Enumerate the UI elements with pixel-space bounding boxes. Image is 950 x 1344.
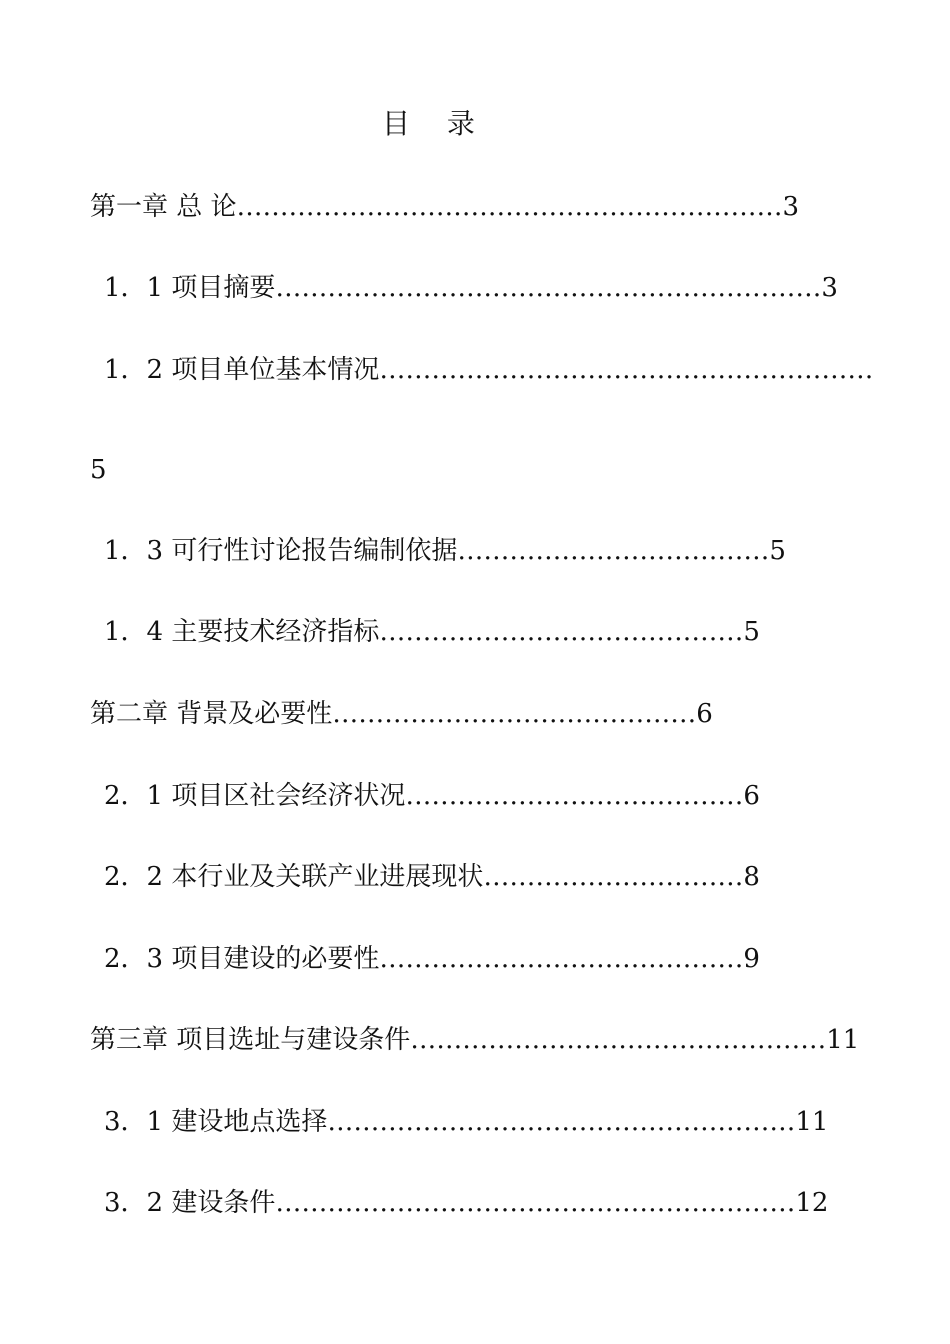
toc-title: 目 录 [382, 107, 489, 140]
toc-entry-1-3: 1．3 可行性讨论报告编制依据………………………………5 [104, 536, 786, 566]
toc-entry-chapter-2: 第二章 背景及必要性……………………………………6 [90, 699, 713, 729]
toc-entry-1-2-page: 5 [90, 455, 107, 485]
toc-entry-2-3: 2．3 项目建设的必要性……………………………………9 [104, 944, 760, 974]
toc-entry-chapter-3: 第三章 项目选址与建设条件…………………………………………11 [90, 1025, 860, 1055]
toc-entry-3-2: 3．2 建设条件……………………………………………………12 [104, 1188, 829, 1218]
toc-entry-2-2: 2．2 本行业及关联产业进展现状…………………………8 [104, 862, 760, 892]
toc-entry-1-4: 1．4 主要技术经济指标……………………………………5 [104, 617, 760, 647]
toc-entry-chapter-1: 第一章 总 论………………………………………………………3 [90, 192, 800, 222]
toc-entry-2-1: 2．1 项目区社会经济状况…………………………………6 [104, 781, 760, 811]
toc-entry-1-1: 1．1 项目摘要………………………………………………………3 [104, 273, 838, 303]
toc-entry-3-1: 3．1 建设地点选择………………………………………………11 [104, 1107, 829, 1137]
toc-entry-1-2: 1．2 项目单位基本情况………………………………………………… [104, 355, 874, 385]
